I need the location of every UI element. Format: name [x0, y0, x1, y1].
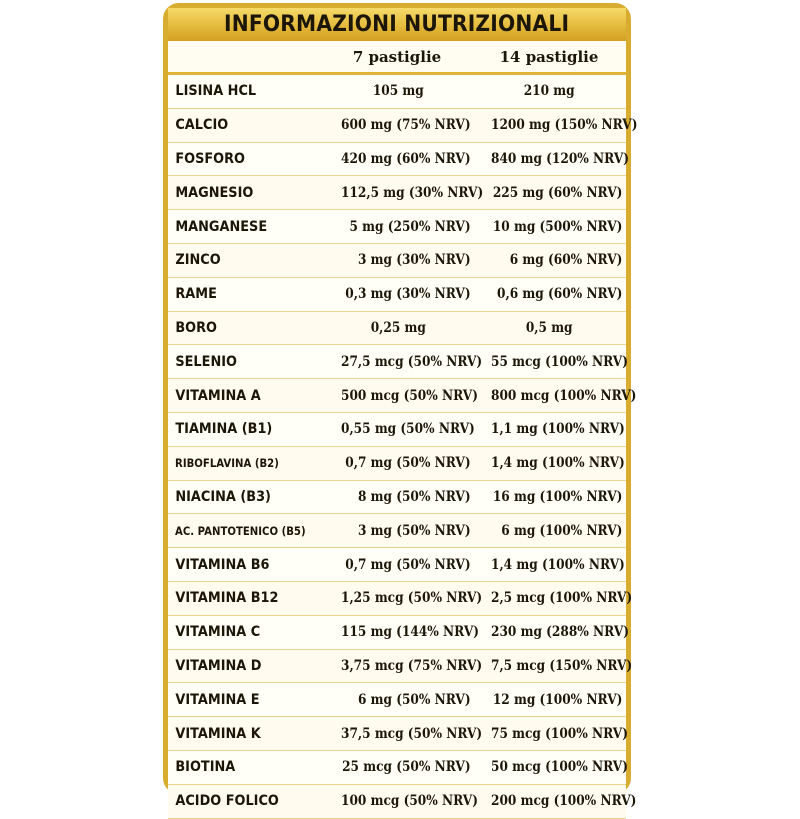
title-bar	[168, 8, 626, 41]
value-14-tablets: 1,4 mg (100% NRV)	[491, 556, 625, 573]
table-row	[168, 75, 626, 109]
value-7-tablets: 115 mg (144% NRV)	[341, 624, 480, 641]
table-row	[168, 413, 626, 447]
nutrient-name: VITAMINA E	[175, 691, 260, 708]
nutrient-name: RIBOFLAVINA (B2)	[175, 456, 279, 471]
nutrient-name: AC. PANTOTENICO (B5)	[175, 523, 306, 538]
table-row	[168, 548, 626, 582]
value-7-tablets: 3,75 mcg (75% NRV)	[341, 657, 483, 674]
value-7-tablets: 37,5 mcg (50% NRV)	[341, 725, 483, 742]
table-row	[168, 109, 638, 143]
table-row	[168, 176, 626, 210]
value-14-tablets: 6 mg (100% NRV)	[501, 522, 623, 539]
value-14-tablets: 55 mcg (100% NRV)	[491, 353, 628, 370]
nutrient-rows	[168, 75, 638, 819]
nutrient-name: SELENIO	[175, 353, 237, 370]
table-row	[168, 481, 626, 515]
value-7-tablets: 0,25 mg	[370, 319, 426, 336]
value-7-tablets: 105 mg	[372, 83, 424, 100]
value-14-tablets: 16 mg (100% NRV)	[492, 488, 623, 505]
value-14-tablets: 75 mcg (100% NRV)	[491, 725, 628, 742]
table-row	[168, 514, 626, 548]
nutrient-name: FOSFORO	[175, 150, 246, 167]
value-14-tablets: 200 mcg (100% NRV)	[491, 793, 637, 810]
column-header-7-tablets: 7 pastiglie	[352, 47, 442, 66]
nutrient-name: ACIDO FOLICO	[175, 793, 279, 810]
value-7-tablets: 500 mcg (50% NRV)	[341, 387, 478, 404]
value-7-tablets: 600 mg (75% NRV)	[341, 117, 471, 134]
value-7-tablets: 0,7 mg (50% NRV)	[345, 455, 471, 472]
nutrient-name: LISINA HCL	[175, 83, 257, 100]
value-14-tablets: 10 mg (500% NRV)	[492, 218, 623, 235]
table-row	[168, 379, 637, 413]
table-row	[168, 650, 633, 684]
value-14-tablets: 1200 mg (150% NRV)	[491, 117, 638, 134]
nutrient-name: MAGNESIO	[175, 184, 254, 201]
nutrient-name: BORO	[175, 319, 218, 336]
value-14-tablets: 840 mg (120% NRV)	[491, 150, 630, 167]
value-7-tablets: 0,7 mg (50% NRV)	[345, 556, 471, 573]
value-7-tablets: 25 mcg (50% NRV)	[342, 759, 471, 776]
nutrient-name: VITAMINA B12	[175, 590, 279, 607]
column-header-14-tablets: 14 pastiglie	[499, 47, 599, 66]
value-14-tablets: 225 mg (60% NRV)	[492, 184, 623, 201]
value-7-tablets: 6 mg (50% NRV)	[357, 691, 471, 708]
value-7-tablets: 0,3 mg (30% NRV)	[345, 286, 471, 303]
table-title: INFORMAZIONI NUTRIZIONALI	[224, 12, 570, 37]
value-7-tablets: 420 mg (60% NRV)	[341, 150, 471, 167]
nutrition-facts-card	[163, 3, 638, 810]
value-7-tablets: 112,5 mg (30% NRV)	[341, 184, 484, 201]
value-14-tablets: 0,5 mg	[525, 319, 573, 336]
nutrient-name: VITAMINA K	[175, 725, 261, 742]
table-row	[168, 447, 626, 481]
value-7-tablets: 27,5 mcg (50% NRV)	[341, 353, 483, 370]
value-14-tablets: 7,5 mcg (150% NRV)	[491, 657, 633, 674]
value-14-tablets: 12 mg (100% NRV)	[492, 691, 623, 708]
table-row	[168, 785, 637, 819]
column-header-row	[168, 41, 626, 75]
table-row	[168, 683, 626, 717]
value-14-tablets: 230 mg (288% NRV)	[491, 624, 630, 641]
table-row	[168, 751, 626, 785]
value-14-tablets: 210 mg	[523, 83, 575, 100]
nutrient-name: ZINCO	[175, 252, 221, 269]
nutrient-name: NIACINA (B3)	[175, 488, 271, 505]
value-7-tablets: 5 mg (250% NRV)	[349, 218, 471, 235]
table-row	[168, 244, 626, 278]
value-7-tablets: 100 mcg (50% NRV)	[341, 793, 478, 810]
value-7-tablets: 0,55 mg (50% NRV)	[341, 421, 475, 438]
value-7-tablets: 3 mg (30% NRV)	[357, 252, 471, 269]
table-row	[168, 582, 633, 616]
value-14-tablets: 800 mcg (100% NRV)	[491, 387, 637, 404]
nutrient-name: VITAMINA A	[175, 387, 261, 404]
value-7-tablets: 1,25 mcg (50% NRV)	[341, 590, 483, 607]
table-row	[168, 345, 626, 379]
nutrient-name: TIAMINA (B1)	[175, 421, 273, 438]
nutrient-name: BIOTINA	[175, 759, 236, 776]
table-row	[168, 312, 626, 346]
nutrient-name: RAME	[175, 286, 217, 303]
table-row	[168, 278, 626, 312]
nutrient-name: VITAMINA B6	[175, 556, 270, 573]
nutrient-name: CALCIO	[175, 117, 229, 134]
value-14-tablets: 1,4 mg (100% NRV)	[491, 455, 625, 472]
table-row	[168, 616, 630, 650]
nutrient-name: VITAMINA C	[175, 624, 261, 641]
value-14-tablets: 2,5 mcg (100% NRV)	[491, 590, 633, 607]
nutrient-name: VITAMINA D	[175, 657, 262, 674]
value-7-tablets: 3 mg (50% NRV)	[357, 522, 471, 539]
value-14-tablets: 0,6 mg (60% NRV)	[497, 286, 623, 303]
value-7-tablets: 8 mg (50% NRV)	[357, 488, 471, 505]
value-14-tablets: 6 mg (60% NRV)	[509, 252, 623, 269]
table-row	[168, 717, 626, 751]
value-14-tablets: 1,1 mg (100% NRV)	[491, 421, 625, 438]
value-14-tablets: 50 mcg (100% NRV)	[491, 759, 628, 776]
table-row	[168, 210, 626, 244]
table-row	[168, 143, 630, 177]
nutrient-name: MANGANESE	[175, 218, 268, 235]
